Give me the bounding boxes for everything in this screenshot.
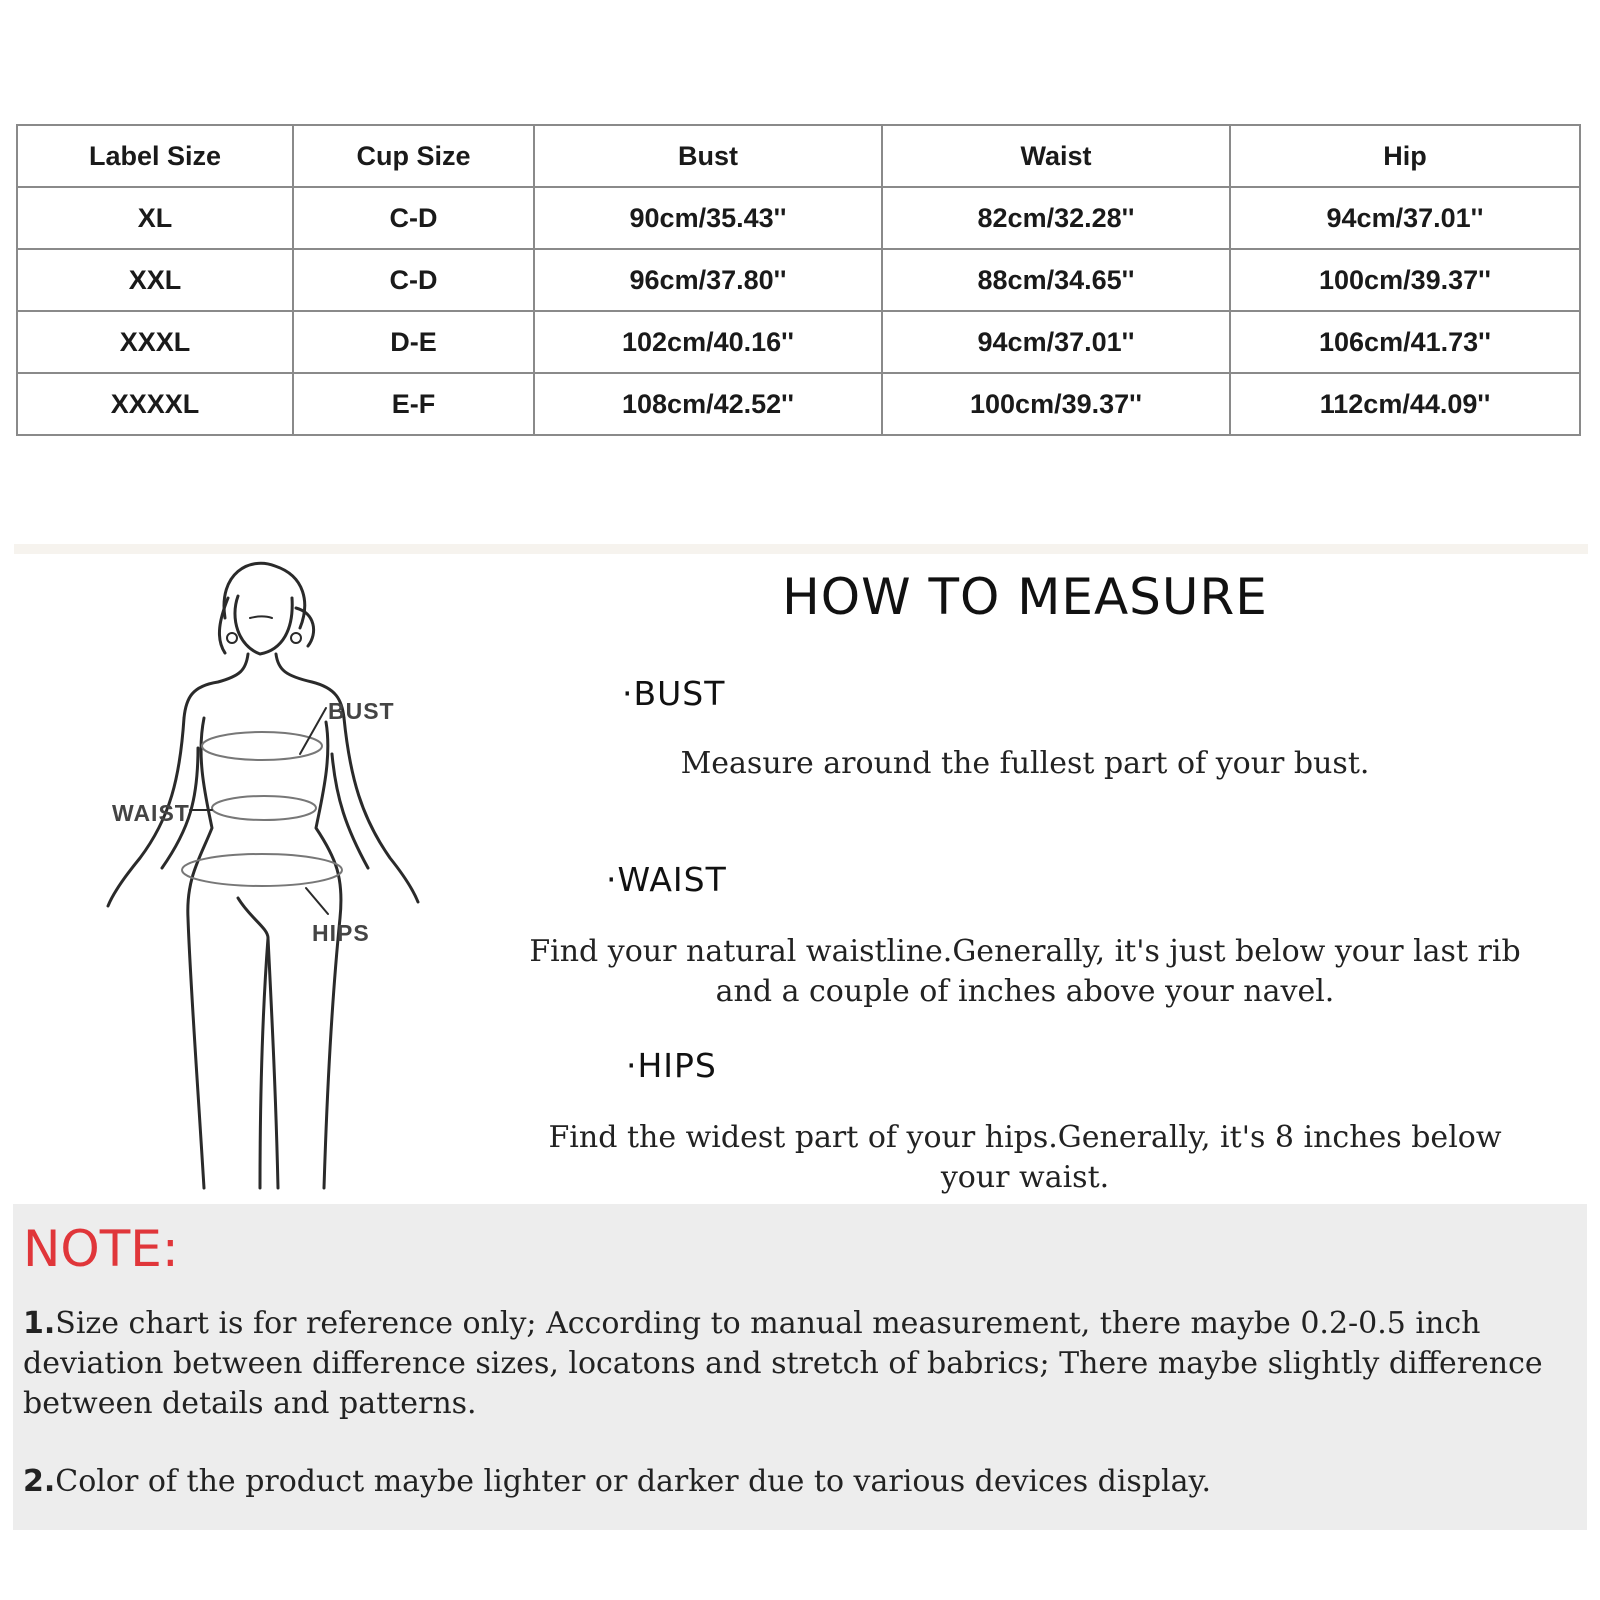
note-item-2-number: 2. xyxy=(23,1464,56,1499)
cell-waist: 94cm/37.01'' xyxy=(882,311,1230,373)
waist-instruction-line2: and a couple of inches above your navel. xyxy=(715,974,1335,1009)
cell-bust: 96cm/37.80'' xyxy=(534,249,882,311)
hips-heading: ·HIPS xyxy=(626,1046,717,1085)
figure-bust-label: BUST xyxy=(328,698,395,724)
cell-cup-size: C-D xyxy=(293,187,534,249)
how-to-measure-title: HOW TO MEASURE xyxy=(782,568,1268,626)
table-header-row xyxy=(17,125,1580,187)
cell-hip: 94cm/37.01'' xyxy=(1230,187,1580,249)
hips-instruction-line2: your waist. xyxy=(940,1160,1110,1195)
cell-hip: 106cm/41.73'' xyxy=(1230,311,1580,373)
cell-label-size: XXXL xyxy=(17,311,293,373)
bust-heading: ·BUST xyxy=(622,674,726,713)
cell-bust: 108cm/42.52'' xyxy=(534,373,882,435)
table-row xyxy=(17,373,1580,435)
cell-cup-size: C-D xyxy=(293,249,534,311)
header-waist: Waist xyxy=(882,125,1230,187)
note-item-1 xyxy=(23,1304,1578,1424)
cell-cup-size: E-F xyxy=(293,373,534,435)
figure-hips-label: HIPS xyxy=(312,920,370,946)
size-chart-table xyxy=(16,124,1581,436)
cell-label-size: XXL xyxy=(17,249,293,311)
note-item-1-text: Size chart is for reference only; According to manual measurement, there maybe 0.2-0.5 inch deviation between difference sizes, locatons and stretch of babrics; There maybe slightly difference between details and patterns. xyxy=(23,1306,1543,1421)
bust-instruction: Measure around the fullest part of your bust. xyxy=(680,746,1370,781)
cell-bust: 90cm/35.43'' xyxy=(534,187,882,249)
cell-bust: 102cm/40.16'' xyxy=(534,311,882,373)
cell-hip: 112cm/44.09'' xyxy=(1230,373,1580,435)
cell-waist: 88cm/34.65'' xyxy=(882,249,1230,311)
note-item-2 xyxy=(23,1462,1578,1502)
cell-label-size: XXXXL xyxy=(17,373,293,435)
cell-hip: 100cm/39.37'' xyxy=(1230,249,1580,311)
cell-waist: 82cm/32.28'' xyxy=(882,187,1230,249)
waist-heading: ·WAIST xyxy=(606,860,727,899)
body-outline-icon xyxy=(100,558,440,1198)
note-item-2-text: Color of the product maybe lighter or darker due to various devices display. xyxy=(55,1464,1211,1499)
header-label-size: Label Size xyxy=(17,125,293,187)
table-row xyxy=(17,187,1580,249)
header-cup-size: Cup Size xyxy=(293,125,534,187)
cell-label-size: XL xyxy=(17,187,293,249)
header-bust: Bust xyxy=(534,125,882,187)
cell-cup-size: D-E xyxy=(293,311,534,373)
cell-waist: 100cm/39.37'' xyxy=(882,373,1230,435)
waist-instruction-line1: Find your natural waistline.Generally, it's just below your last rib xyxy=(529,934,1521,969)
header-hip: Hip xyxy=(1230,125,1580,187)
table-row xyxy=(17,249,1580,311)
note-item-1-number: 1. xyxy=(23,1306,56,1341)
hips-instruction-line1: Find the widest part of your hips.Generally, it's 8 inches below xyxy=(548,1120,1502,1155)
table-row xyxy=(17,311,1580,373)
figure-waist-label: WAIST xyxy=(112,800,190,826)
note-title: NOTE: xyxy=(23,1220,179,1278)
note-box xyxy=(13,1204,1587,1530)
section-divider xyxy=(14,544,1588,554)
body-figure-illustration xyxy=(100,558,440,1198)
